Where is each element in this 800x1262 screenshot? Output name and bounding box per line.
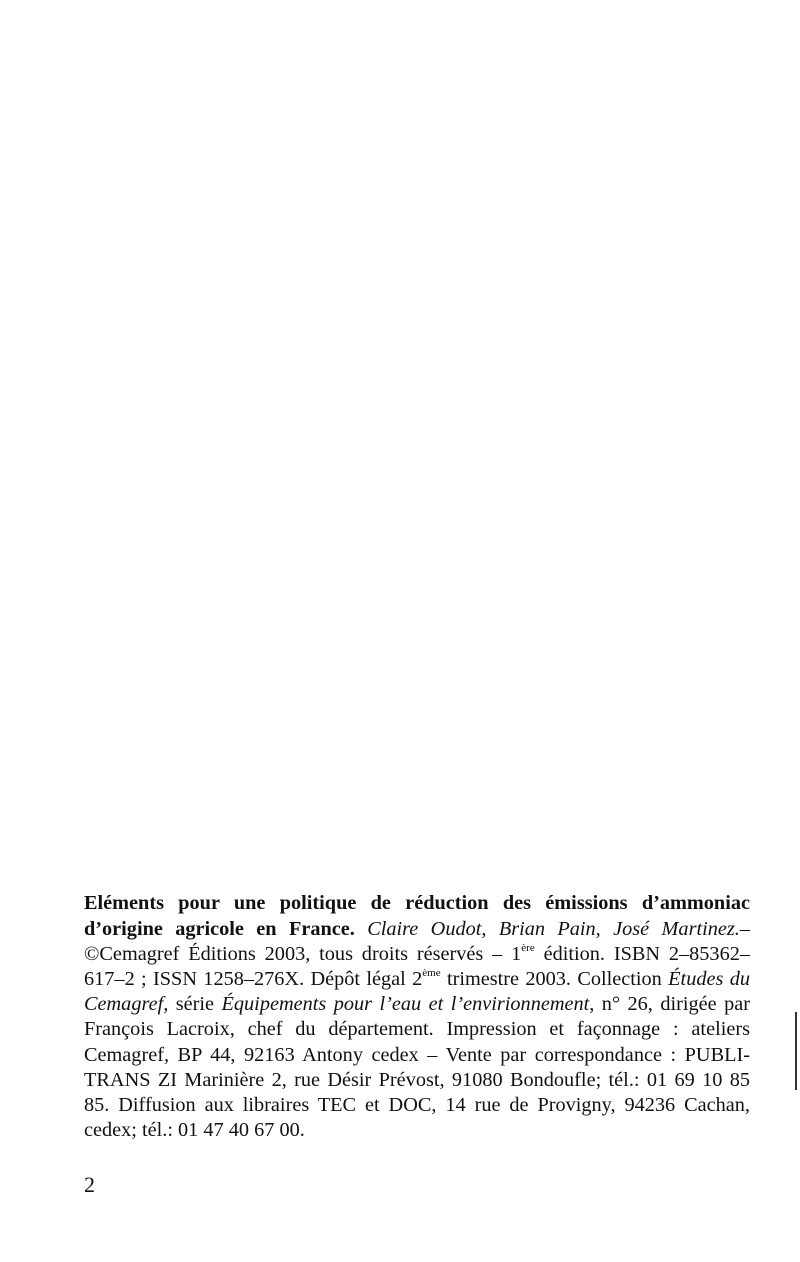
trimestre-superscript: ème	[422, 967, 441, 980]
collection-name: Études du Cemagref,	[84, 967, 750, 1016]
publisher-details: , n° 26, dirigée par François Lacroix, chef du département. Impression et façonnage : ateliers Cemagref, BP 44, 92163 Antony cedex – Vente par correspondance : PUBLI-TRANS ZI Marinière 2, rue Désir Prévost, 91080 Bondoufle; tél.: 01 69 10 85 85. Diffusion aux libraires TEC et DOC, 14 rue de Provigny, 94236 Cachan, cedex; tél.: 01 47 40 67 00.	[84, 993, 750, 1142]
serie-name: Équipements pour l’eau et l’envirionnement	[221, 993, 590, 1016]
copyright-notice: ©Cemagref Éditions 2003, tous droits réservés – 1	[84, 942, 522, 965]
book-title: Eléments pour une politique de réduction des émissions d’ammoniac d’origine agricole en France.	[84, 892, 750, 940]
page-edge-mark	[795, 1012, 797, 1090]
copyright-separator: –	[739, 917, 750, 940]
isbn-issn-depot: édition. ISBN 2–85362–617–2 ; ISSN 1258–276X. Dépôt légal 2	[84, 942, 750, 990]
collection-label: trimestre 2003. Collection	[440, 967, 669, 990]
page-number: 2	[84, 1172, 95, 1197]
authors: Claire Oudot, Brian Pain, José Martinez.	[367, 917, 740, 940]
edition-superscript: ère	[521, 941, 535, 954]
serie-label: série	[168, 993, 222, 1016]
colophon-text	[84, 891, 750, 1143]
